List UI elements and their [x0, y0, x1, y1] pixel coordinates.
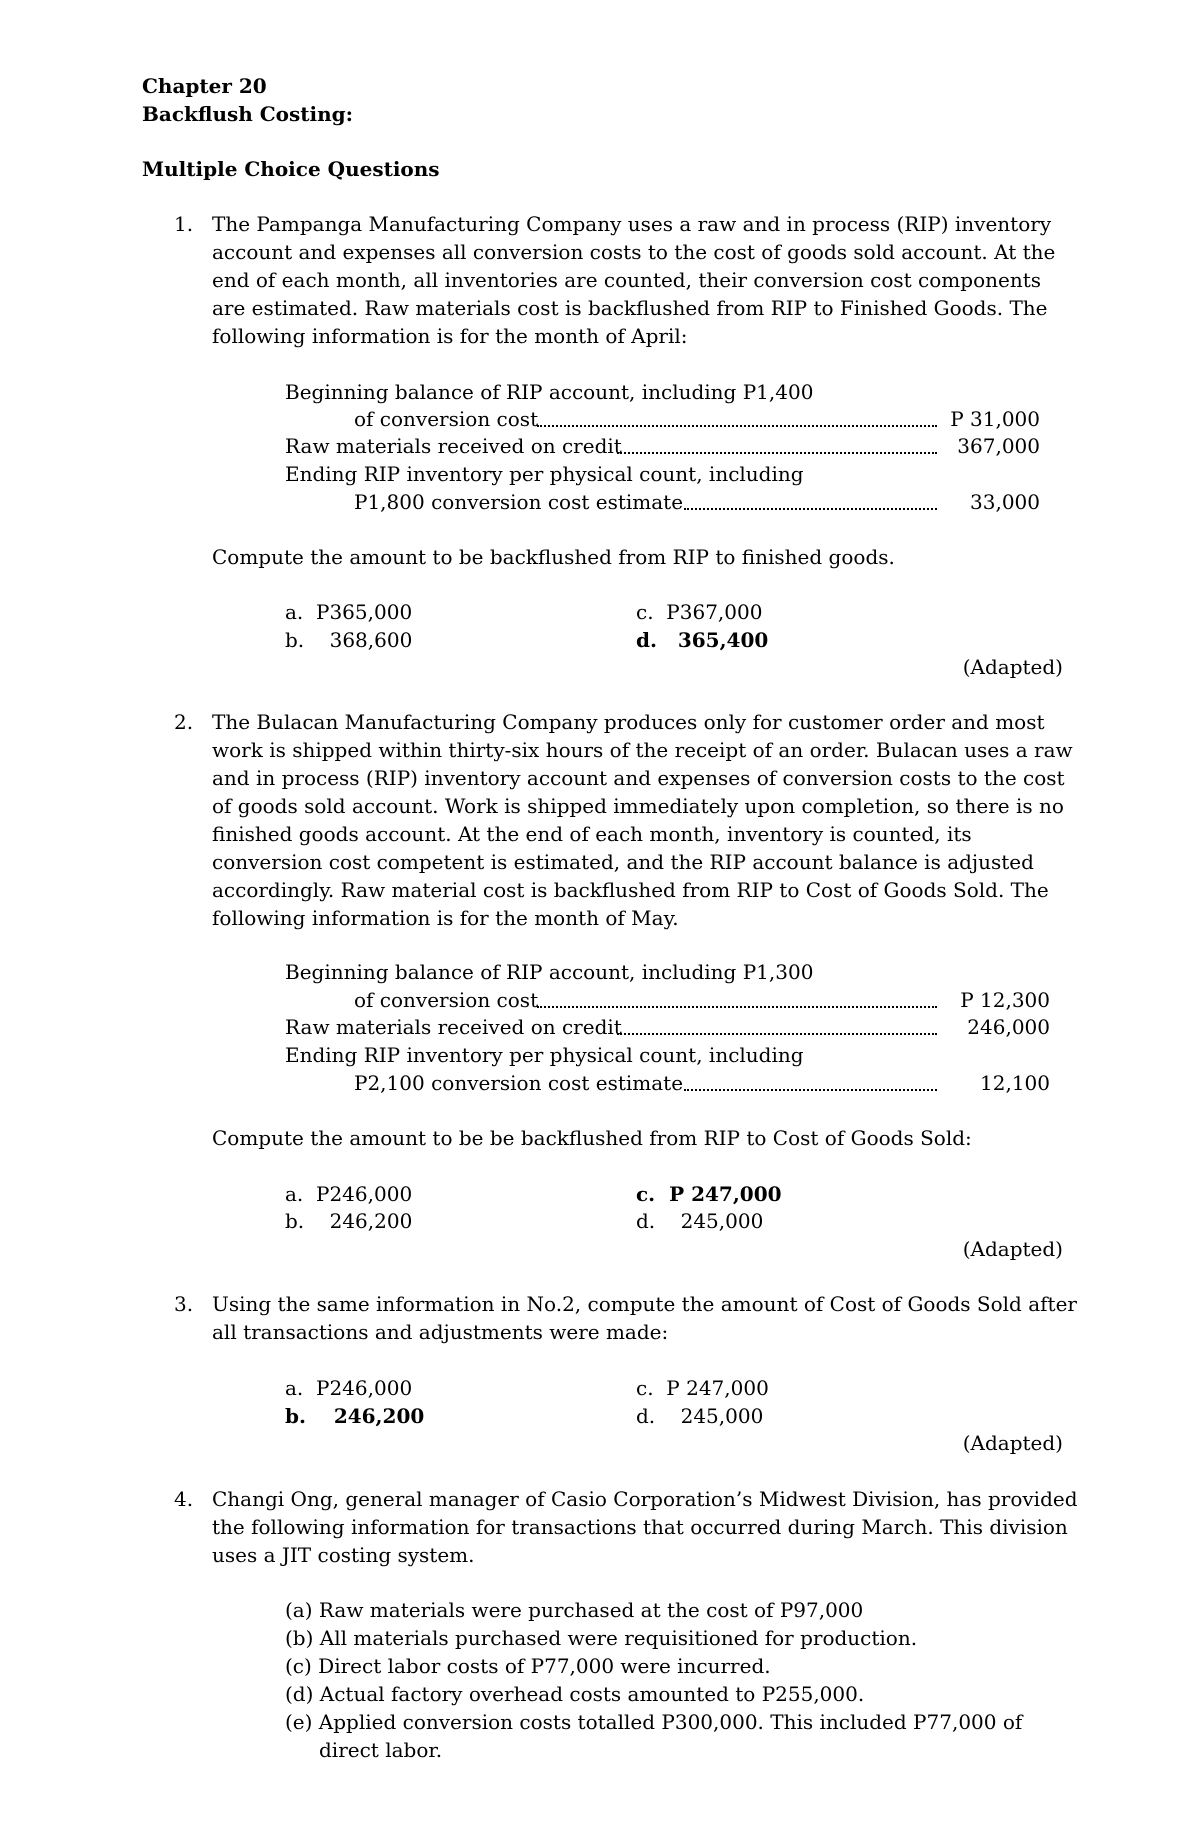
- question-prompt: Compute the amount to be backflushed from RIP to finished goods.: [212, 545, 895, 569]
- list-item: (c) Direct labor costs of P77,000 were incurred.: [285, 1654, 771, 1678]
- source-note: (Adapted): [962, 1431, 1063, 1455]
- question-text: Using the same information in No.2, compute the amount of Cost of Goods Sold after all transactions and adjustments were made:: [212, 1292, 1077, 1344]
- question-text: The Pampanga Manufacturing Company uses a raw and in process (RIP) inventory account and expenses all conversion costs to the cost of goods sold account. At the end of each month, all inventories are counted, their conversion cost components are estimated. Raw materials cost is backflushed from RIP to Finished Goods. The following information is for the month of April:: [212, 212, 1056, 348]
- choice-d[interactable]: d. 245,000: [636, 1209, 764, 1233]
- data-item-label: Beginning balance of RIP account, including P1,300: [285, 960, 814, 984]
- dot-leader: [684, 1089, 937, 1091]
- data-item-amount: P 31,000: [950, 407, 1040, 431]
- choice-c[interactable]: c. P 247,000: [636, 1376, 769, 1400]
- question-prompt: Compute the amount to be be backflushed from RIP to Cost of Goods Sold:: [212, 1126, 972, 1150]
- question-number: 4.: [174, 1487, 194, 1511]
- data-item-label: Raw materials received on credit: [285, 1015, 622, 1039]
- source-note: (Adapted): [962, 1237, 1063, 1261]
- choice-a[interactable]: a. P365,000: [285, 600, 413, 624]
- list-item: (a) Raw materials were purchased at the cost of P97,000: [285, 1598, 864, 1622]
- data-item-label: of conversion cost: [354, 988, 539, 1012]
- data-item-amount: 367,000: [957, 434, 1040, 458]
- question-number: 1.: [174, 212, 194, 236]
- data-item-label: of conversion cost: [354, 407, 539, 431]
- list-item: (b) All materials purchased were requisitioned for production.: [285, 1626, 918, 1650]
- question-number: 2.: [174, 710, 194, 734]
- choice-c-answer[interactable]: c. P 247,000: [636, 1182, 782, 1206]
- data-item-amount: 12,100: [980, 1071, 1050, 1095]
- list-item-continuation: direct labor.: [319, 1738, 443, 1762]
- choice-d-answer[interactable]: d. 365,400: [636, 628, 769, 652]
- question-text: Changi Ong, general manager of Casio Corporation’s Midwest Division, has provided the following information for transactions that occurred during March. This division uses a JIT costing system.: [212, 1487, 1078, 1567]
- source-note: (Adapted): [962, 655, 1063, 679]
- choice-d[interactable]: d. 245,000: [636, 1404, 764, 1428]
- list-item: (e) Applied conversion costs totalled P300,000. This included P77,000 of: [285, 1710, 1023, 1734]
- question-number: 3.: [174, 1292, 194, 1316]
- choice-c[interactable]: c. P367,000: [636, 600, 763, 624]
- data-item-amount: 246,000: [967, 1015, 1050, 1039]
- choice-b[interactable]: b. 246,200: [285, 1209, 413, 1233]
- choice-b-answer[interactable]: b. 246,200: [285, 1404, 425, 1428]
- data-item-label: Ending RIP inventory per physical count, including: [285, 462, 804, 486]
- chapter-title: Chapter 20: [142, 74, 267, 98]
- dot-leader: [537, 1006, 937, 1008]
- data-item-label: Ending RIP inventory per physical count, including: [285, 1043, 804, 1067]
- question-text: The Bulacan Manufacturing Company produces only for customer order and most work is shipped within thirty-six hours of the receipt of an order. Bulacan uses a raw and in process (RIP) inventory account and expenses of conversion costs to the cost of goods sold account. Work is shipped immediately upon completion, so there is no finished goods account. At the end of each month, inventory is counted, its conversion cost competent is estimated, and the RIP account balance is adjusted accordingly. Raw material cost is backflushed from RIP to Cost of Goods Sold. The following information is for the month of May.: [212, 710, 1073, 930]
- chapter-topic: Backflush Costing:: [142, 102, 354, 126]
- dot-leader: [684, 508, 937, 510]
- data-item-label: Beginning balance of RIP account, including P1,400: [285, 380, 814, 404]
- data-item-label: P1,800 conversion cost estimate: [354, 490, 684, 514]
- data-item-amount: P 12,300: [960, 988, 1050, 1012]
- choice-a[interactable]: a. P246,000: [285, 1376, 413, 1400]
- choice-b[interactable]: b. 368,600: [285, 628, 413, 652]
- section-title: Multiple Choice Questions: [142, 157, 440, 181]
- data-item-label: P2,100 conversion cost estimate: [354, 1071, 684, 1095]
- data-item-label: Raw materials received on credit: [285, 434, 622, 458]
- dot-leader: [617, 1033, 937, 1035]
- data-item-amount: 33,000: [970, 490, 1040, 514]
- dot-leader: [617, 452, 937, 454]
- dot-leader: [537, 425, 937, 427]
- list-item: (d) Actual factory overhead costs amounted to P255,000.: [285, 1682, 865, 1706]
- choice-a[interactable]: a. P246,000: [285, 1182, 413, 1206]
